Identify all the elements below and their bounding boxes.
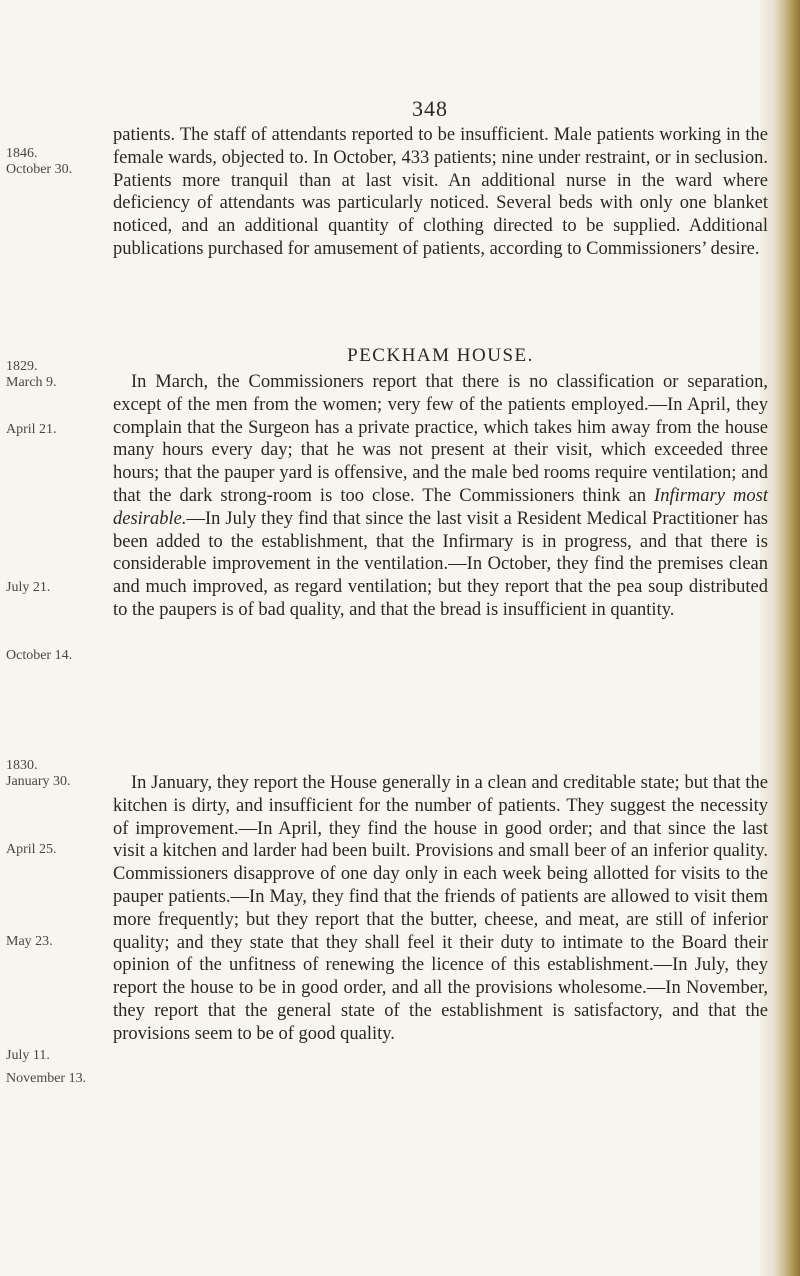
margin-date-nov-13: November 13. (6, 1071, 87, 1086)
margin-date-jan-30: January 30. (6, 774, 71, 789)
margin-date-mar-9: March 9. (6, 375, 57, 390)
page-number: 348 (412, 96, 448, 121)
margin-date-1829: 1829. (6, 359, 38, 374)
margin-date-apr-25: April 25. (6, 842, 57, 857)
margin-date-oct-30: October 30. (6, 162, 73, 177)
section-heading: PECKHAM HOUSE. (347, 345, 534, 366)
paragraph-peckham-1830: In January, they report the House generally in a clean and creditable state; but that the kitchen is dirty, and insufficient for the number of patients. They suggest the necessity of improvement.—In April, they find the house in good order; and that since the last visit a kitchen and larder had been built. Provisions and small beer of an inferior quality. Commissioners disapprove of one day only in each week being allotted for visits to the pauper patients.—In May, they find that the friends of patients are allowed to visit them more frequently; but they report that the butter, cheese, and meat, are still of inferior quality; and they state that they shall feel it their duty to intimate to the Board their opinion of the unfitness of renewing the licence of this establishment.—In July, they report the house to be in good order, and all the provisions wholesome.—In November, they report that the general state of the establishment is satisfactory, and that the provisions seem to be of good quality. (113, 773, 768, 1044)
margin-date-jul-21: July 21. (6, 580, 51, 595)
infirmary-emphasis: Infirmary most desirable. (113, 485, 768, 529)
margin-date-oct-14: October 14. (6, 648, 73, 663)
margin-date-jul-11: July 11. (6, 1048, 50, 1063)
margin-date-1830: 1830. (6, 758, 38, 773)
paragraph-peckham-1829 (113, 371, 768, 622)
margin-date-may-23: May 23. (6, 934, 53, 949)
paragraph-peckham-1829-part2: —In July they find that since the last visit a Resident Medical Practitioner has been added to the establishment, that the Infirmary is in progress, and that there is considerable improvement in the ventilation.—In October, they find the premises clean and much improved, as regard ventilation; but they report that the pea soup distributed to the paupers is of bad quality, and that the bread is insufficient in quantity. (113, 508, 768, 620)
margin-date-apr-21: April 21. (6, 422, 57, 437)
paragraph-peckham-1829-part1: In March, the Commissioners report that there is no classification or separation, except of the men from the women; very few of the patients employed.—In April, they complain that the Surgeon has a private practice, which takes him away from the house many hours every day; that he was not present at their visit, which exceeded three hours; that the pauper yard is offensive, and the male bed rooms require ventilation; and that the dark strong-room is too close. The Commissioners think an (113, 372, 768, 506)
paragraph-staff-report: patients. The staff of attendants reported to be insufficient. Male patients working in the female wards, objected to. In October, 433 patients; nine under restraint, or in seclusion. Patients more tranquil than at last visit. An additional nurse in the ward where deficiency of attendants was particularly noticed. Several beds with only one blanket noticed, and an additional quantity of clothing directed to be supplied. Additional publications purchased for amusement of patients, according to Commissioners’ desire. (113, 125, 768, 259)
margin-date-1846: 1846. (6, 146, 38, 161)
